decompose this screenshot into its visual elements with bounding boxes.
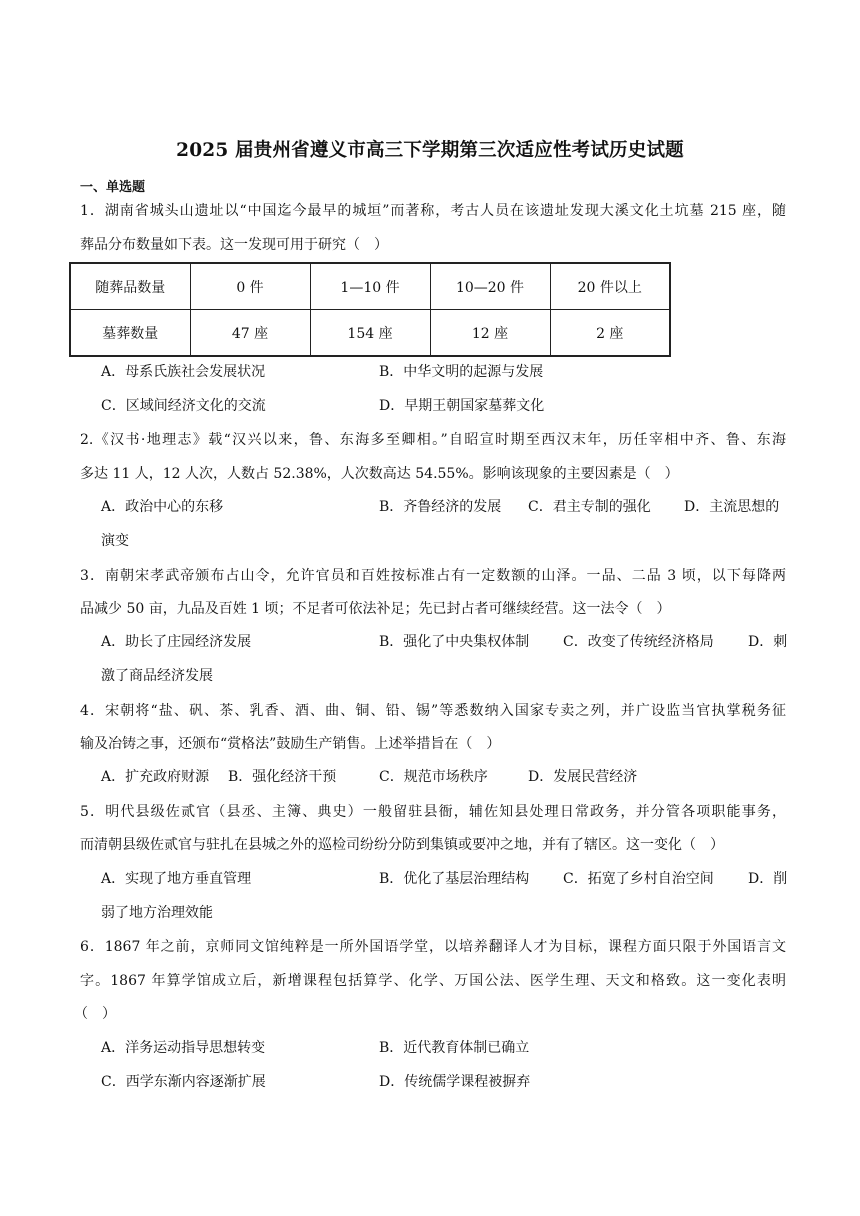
question-1-stem-line-2: 葬品分布数量如下表。这一发现可用于研究（ ） bbox=[80, 237, 388, 253]
question-2-option-c[interactable]: C．君主专制的强化 bbox=[528, 499, 651, 515]
question-3-option-a[interactable]: A．助长了庄园经济发展 bbox=[101, 634, 252, 650]
question-5-option-a[interactable]: A．实现了地方垂直管理 bbox=[101, 871, 252, 887]
question-3-option-b[interactable]: B．强化了中央集权体制 bbox=[379, 634, 530, 650]
table-cell: 随葬品数量 bbox=[70, 263, 190, 310]
question-2-stem-line-2: 多达 11 人，12 人次，人数占 52.38%，人次数高达 54.55%。影响该现象的主要因素是（ ） bbox=[80, 466, 679, 482]
page-title: 2025 届贵州省遵义市高三下学期第三次适应性考试历史试题 bbox=[176, 140, 684, 161]
question-4-stem-line-1: 4．宋朝将“盐、矾、茶、乳香、酒、曲、铜、铅、锡”等悉数纳入国家专卖之列，并广设监当官执掌税务征 bbox=[80, 703, 786, 719]
question-1-option-b[interactable]: B．中华文明的起源与发展 bbox=[379, 364, 544, 380]
question-3-stem-line-2: 品减少 50 亩，九品及百姓 1 顷；不足者可依法补足；先已封占者可继续经营。这一法令（ ） bbox=[80, 601, 671, 617]
question-5-option-d[interactable]: D．削 bbox=[748, 871, 788, 887]
section-heading: 一、单选题 bbox=[80, 180, 146, 195]
table-row bbox=[70, 263, 670, 310]
question-1-option-a[interactable]: A．母系氏族社会发展状况 bbox=[101, 364, 266, 380]
question-4-option-c[interactable]: C．规范市场秩序 bbox=[379, 769, 488, 785]
question-1-option-c[interactable]: C．区域间经济文化的交流 bbox=[101, 398, 266, 414]
table-cell: 10—20 件 bbox=[430, 263, 550, 310]
question-3-stem-line-1: 3．南朝宋孝武帝颁布占山令，允许官员和百姓按标准占有一定数额的山泽。一品、二品 3 顷，以下每降两 bbox=[80, 568, 786, 584]
question-1-option-d[interactable]: D．早期王朝国家墓葬文化 bbox=[379, 398, 545, 414]
table-row bbox=[70, 310, 670, 357]
table-cell: 墓葬数量 bbox=[70, 310, 190, 357]
table-cell: 47 座 bbox=[190, 310, 310, 357]
question-3-option-d[interactable]: D．刺 bbox=[748, 634, 788, 650]
question-4-stem-line-2: 输及冶铸之事，还颁布“赏格法”鼓励生产销售。上述举措旨在（ ） bbox=[80, 736, 501, 752]
table-cell: 0 件 bbox=[190, 263, 310, 310]
question-5-option-b[interactable]: B．优化了基层治理结构 bbox=[379, 871, 530, 887]
question-6-stem-line-3: （ ） bbox=[74, 1006, 116, 1022]
question-6-option-d[interactable]: D．传统儒学课程被摒弃 bbox=[379, 1074, 531, 1090]
question-3-option-c[interactable]: C．改变了传统经济格局 bbox=[563, 634, 714, 650]
table-cell: 1—10 件 bbox=[310, 263, 430, 310]
question-5-stem-line-2: 而清朝县级佐贰官与驻扎在县城之外的巡检司纷纷分防到集镇或要冲之地，并有了辖区。这一变化（ ） bbox=[80, 837, 724, 853]
table-cell: 154 座 bbox=[310, 310, 430, 357]
question-6-stem-line-1: 6．1867 年之前，京师同文馆纯粹是一所外国语学堂，以培养翻译人才为目标，课程方面只限于外国语言文 bbox=[80, 939, 786, 955]
question-4-option-d[interactable]: D．发展民营经济 bbox=[528, 769, 638, 785]
question-5-stem-line-1: 5．明代县级佐贰官（县丞、主簿、典史）一般留驻县衙，辅佐知县处理日常政务，并分管各项职能事务， bbox=[80, 804, 786, 820]
question-2-option-b[interactable]: B．齐鲁经济的发展 bbox=[379, 499, 502, 515]
question-3-option-d-continuation: 激了商品经济发展 bbox=[101, 668, 213, 684]
table-cell: 12 座 bbox=[430, 310, 550, 357]
question-6-option-b[interactable]: B．近代教育体制已确立 bbox=[379, 1040, 530, 1056]
question-2-option-a[interactable]: A．政治中心的东移 bbox=[101, 499, 224, 515]
question-4-option-a[interactable]: A．扩充政府财源 bbox=[101, 769, 210, 785]
question-6-option-a[interactable]: A．洋务运动指导思想转变 bbox=[101, 1040, 266, 1056]
question-2-stem-line-1: 2.《汉书·地理志》载“汉兴以来，鲁、东海多至卿相。”自昭宣时期至西汉末年，历任宰相中齐、鲁、东海 bbox=[80, 432, 786, 448]
question-5-option-d-continuation: 弱了地方治理效能 bbox=[101, 905, 213, 921]
table-cell: 2 座 bbox=[550, 310, 670, 357]
burial-goods-table bbox=[69, 262, 671, 357]
question-4-option-b[interactable]: B．强化经济干预 bbox=[228, 769, 337, 785]
table-cell: 20 件以上 bbox=[550, 263, 670, 310]
question-2-option-d-continuation: 演变 bbox=[101, 533, 129, 549]
question-6-option-c[interactable]: C．西学东渐内容逐渐扩展 bbox=[101, 1074, 266, 1090]
question-6-stem-line-2: 字。1867 年算学馆成立后，新增课程包括算学、化学、万国公法、医学生理、天文和格致。这一变化表明 bbox=[80, 973, 786, 989]
question-2-option-d[interactable]: D．主流思想的 bbox=[684, 499, 780, 515]
question-5-option-c[interactable]: C．拓宽了乡村自治空间 bbox=[563, 871, 714, 887]
question-1-stem-line-1: 1．湖南省城头山遗址以“中国迄今最早的城垣”而著称，考古人员在该遗址发现大溪文化土坑墓 215 座，随 bbox=[80, 203, 786, 219]
